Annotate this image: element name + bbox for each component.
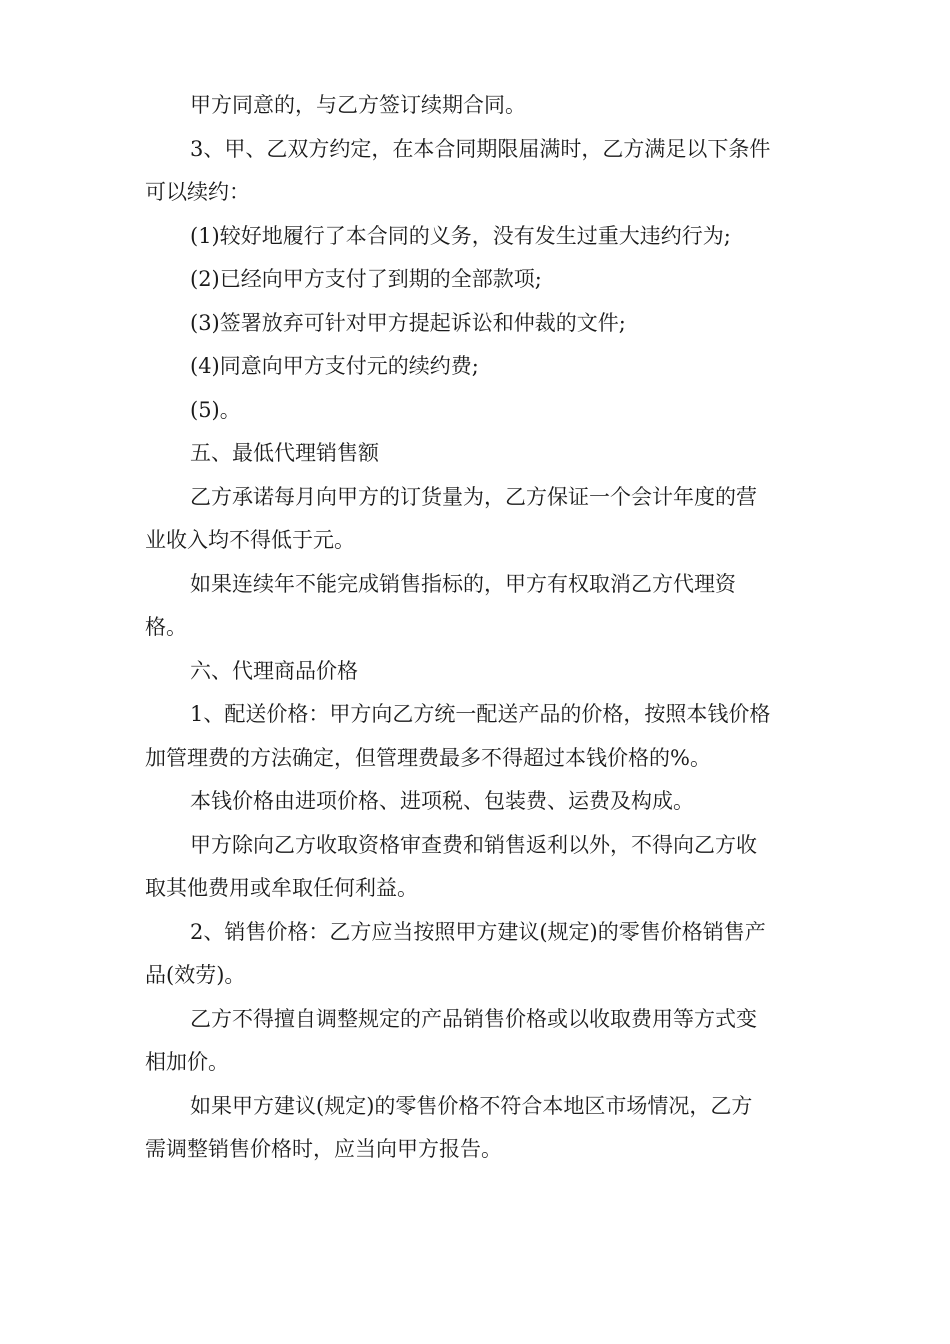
text-line: 可以续约： xyxy=(145,180,250,204)
text-line: 乙方不得擅自调整规定的产品销售价格或以收取费用等方式变 xyxy=(190,1006,757,1031)
text-line: 3、甲、乙双方约定，在本合同期限届满时，乙方满足以下条件 xyxy=(190,136,771,161)
text-line: 如果连续年不能完成销售指标的，甲方有权取消乙方代理资 xyxy=(190,571,736,596)
text-line: (2)已经向甲方支付了到期的全部款项; xyxy=(190,267,542,291)
document-body xyxy=(145,84,810,1172)
text-line: 品(效劳)。 xyxy=(145,963,246,987)
text-line: 业收入均不得低于元。 xyxy=(145,528,355,552)
text-line: 甲方除向乙方收取资格审查费和销售返利以外，不得向乙方收 xyxy=(190,832,757,857)
text-line: 1、配送价格：甲方向乙方统一配送产品的价格，按照本钱价格 xyxy=(190,702,771,726)
text-line: 乙方承诺每月向甲方的订货量为，乙方保证一个会计年度的营 xyxy=(190,484,757,509)
section-heading: 六、代理商品价格 xyxy=(190,658,358,683)
text-line: 甲方同意的，与乙方签订续期合同。 xyxy=(190,93,526,117)
text-line: (4)同意向甲方支付元的续约费; xyxy=(190,354,479,378)
text-line: 相加价。 xyxy=(145,1050,229,1074)
text-line: (5)。 xyxy=(190,397,241,422)
text-line: 需调整销售价格时，应当向甲方报告。 xyxy=(145,1137,502,1161)
text-line: 加管理费的方法确定，但管理费最多不得超过本钱价格的%。 xyxy=(145,745,711,770)
text-line: 本钱价格由进项价格、进项税、包装费、运费及构成。 xyxy=(190,789,694,813)
text-line: 2、销售价格：乙方应当按照甲方建议(规定)的零售价格销售产 xyxy=(190,919,766,944)
text-line: 如果甲方建议(规定)的零售价格不符合本地区市场情况，乙方 xyxy=(190,1093,753,1118)
section-heading: 五、最低代理销售额 xyxy=(190,441,379,465)
text-line: 取其他费用或牟取任何利益。 xyxy=(145,876,418,900)
text-line: (3)签署放弃可针对甲方提起诉讼和仲裁的文件; xyxy=(190,310,626,335)
text-line: 格。 xyxy=(145,615,187,639)
text-line: (1)较好地履行了本合同的义务，没有发生过重大违约行为; xyxy=(190,223,731,248)
